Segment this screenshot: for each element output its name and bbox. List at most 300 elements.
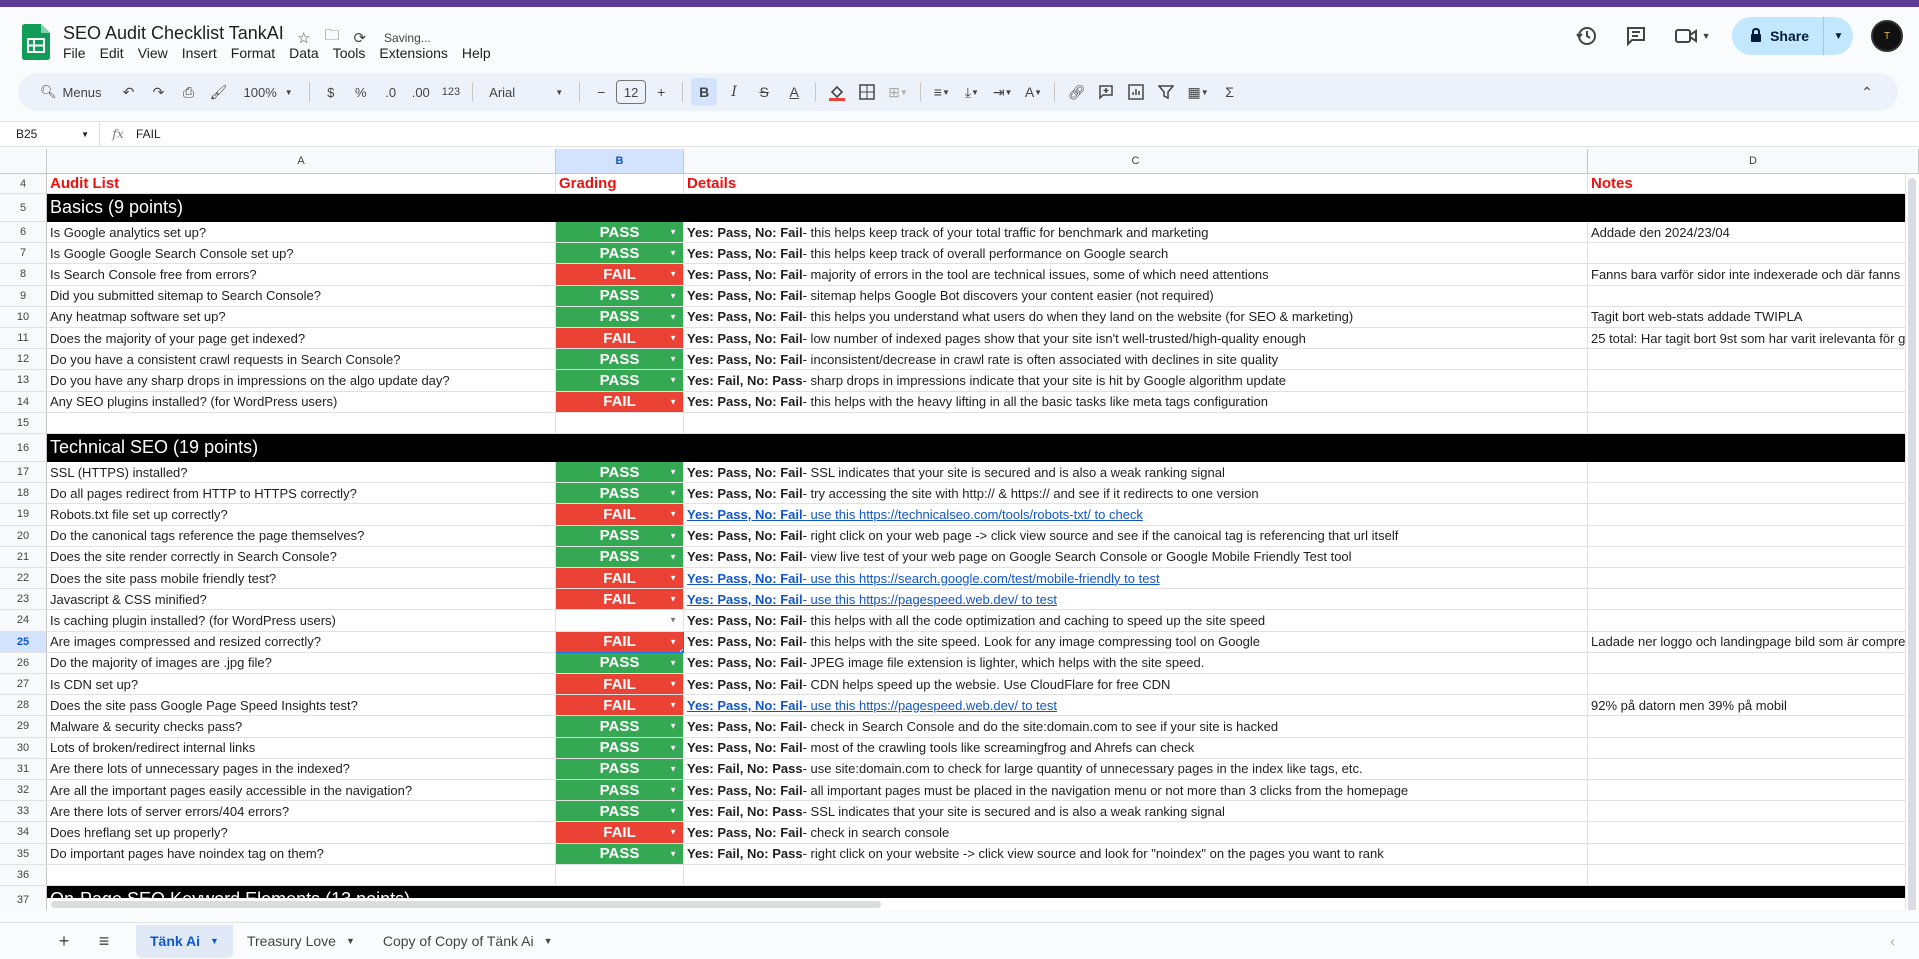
details-cell[interactable] <box>684 222 1588 243</box>
grade-dropdown-chip[interactable] <box>556 759 683 779</box>
filter-views-icon[interactable]: ▦ ▼ <box>1187 83 1209 100</box>
empty-cell[interactable] <box>556 865 684 886</box>
grade-dropdown-chip[interactable] <box>556 526 683 546</box>
font-size-input[interactable]: 12 <box>616 80 646 104</box>
grading-cell[interactable] <box>556 674 684 695</box>
dropdown-caret-icon[interactable]: ▼ <box>669 658 677 668</box>
search-menus-button[interactable] <box>30 78 112 106</box>
notes-cell[interactable] <box>1588 526 1919 547</box>
row-header[interactable]: 19 <box>0 504 47 525</box>
grade-dropdown-chip[interactable] <box>556 392 683 412</box>
document-title[interactable]: SEO Audit Checklist TankAI <box>63 23 284 43</box>
details-link-cell[interactable] <box>684 568 1588 589</box>
sheet-tab-label: Treasury Love <box>246 933 336 949</box>
grade-dropdown-chip[interactable] <box>556 504 683 524</box>
row-header[interactable]: 25 <box>0 632 47 653</box>
grade-dropdown-chip[interactable] <box>556 349 683 369</box>
empty-cell[interactable] <box>684 413 1588 434</box>
grading-cell[interactable] <box>556 653 684 674</box>
table-row <box>47 738 1919 759</box>
filter-icon[interactable] <box>1153 78 1179 106</box>
audit-item-cell[interactable]: Do you have any sharp drops in impressions on the algo update day? <box>47 370 556 391</box>
details-cell[interactable] <box>684 547 1588 568</box>
details-cell[interactable] <box>684 632 1588 653</box>
grade-dropdown-chip[interactable] <box>556 568 683 588</box>
more-formats-button[interactable]: 123 <box>441 86 461 98</box>
add-sheet-icon[interactable]: + <box>58 930 70 951</box>
row-header[interactable]: 31 <box>0 759 47 780</box>
row-header[interactable]: 5 <box>0 194 47 222</box>
row-header[interactable]: 22 <box>0 568 47 589</box>
dropdown-caret-icon[interactable]: ▼ <box>669 269 677 279</box>
menu-data[interactable]: Data <box>289 45 319 61</box>
row-header[interactable]: 33 <box>0 801 47 822</box>
audit-item-cell[interactable]: Does the site pass Google Page Speed Insights test? <box>47 695 556 716</box>
audit-item-cell[interactable]: Are all the important pages easily accessible in the navigation? <box>47 780 556 801</box>
audit-item-cell[interactable]: Do you have a consistent crawl requests in Search Console? <box>47 349 556 370</box>
toolbar-divider <box>309 82 310 102</box>
dropdown-caret-icon[interactable]: ▼ <box>669 721 677 731</box>
grading-cell[interactable] <box>556 264 684 285</box>
row-header[interactable]: 20 <box>0 526 47 547</box>
row-header[interactable]: 12 <box>0 349 47 370</box>
grading-cell[interactable] <box>556 349 684 370</box>
notes-cell[interactable] <box>1588 504 1919 525</box>
menu-format[interactable]: Format <box>230 45 276 61</box>
notes-cell[interactable] <box>1588 547 1919 568</box>
avatar[interactable]: T <box>1871 20 1903 52</box>
redo-icon[interactable]: ↷ <box>152 83 165 100</box>
grade-dropdown-chip[interactable] <box>556 589 683 609</box>
details-cell[interactable] <box>684 801 1588 822</box>
audit-item-cell[interactable]: Are there lots of server errors/404 errors? <box>47 801 556 822</box>
audit-item-cell[interactable]: Robots.txt file set up correctly? <box>47 504 556 525</box>
dropdown-caret-icon[interactable]: ▼ <box>669 679 677 689</box>
grading-cell[interactable] <box>556 483 684 504</box>
audit-item-cell[interactable]: Does hreflang set up properly? <box>47 822 556 843</box>
dropdown-caret-icon[interactable]: ▼ <box>669 764 677 774</box>
details-link-cell[interactable] <box>684 589 1588 610</box>
grading-cell[interactable] <box>556 370 684 391</box>
audit-item-cell[interactable]: Are there lots of unnecessary pages in the indexed? <box>47 759 556 780</box>
grading-cell[interactable] <box>556 695 684 716</box>
row-header[interactable]: 28 <box>0 695 47 716</box>
section-title[interactable]: Technical SEO (19 points) <box>47 434 1919 462</box>
vertical-scrollbar[interactable] <box>1905 174 1919 910</box>
text-wrapping-icon[interactable]: ⇥ ▼ <box>992 83 1013 100</box>
row-header[interactable]: 14 <box>0 392 47 413</box>
column-header-b[interactable]: B <box>556 149 684 174</box>
audit-item-cell[interactable]: Any heatmap software set up? <box>47 307 556 328</box>
all-sheets-icon[interactable]: ≡ <box>98 930 110 951</box>
column-header-c[interactable]: C <box>684 149 1588 174</box>
grade-dropdown-chip[interactable] <box>556 307 683 327</box>
decrease-font-size-icon[interactable]: − <box>597 84 606 100</box>
dropdown-caret-icon[interactable]: ▼ <box>669 637 677 647</box>
grading-cell[interactable] <box>556 286 684 307</box>
italic-button[interactable]: I <box>731 84 737 100</box>
share-button[interactable] <box>1732 17 1853 55</box>
details-cell[interactable] <box>684 286 1588 307</box>
table-row <box>47 328 1919 349</box>
dropdown-caret-icon[interactable]: ▼ <box>669 573 677 583</box>
dropdown-caret-icon[interactable]: ▼ <box>669 806 677 816</box>
audit-item-cell[interactable]: Is CDN set up? <box>47 674 556 695</box>
grading-cell[interactable] <box>556 589 684 610</box>
row-header[interactable]: 37 <box>0 886 47 910</box>
grade-dropdown-chip[interactable] <box>556 222 683 242</box>
google-sheets-logo-icon[interactable] <box>22 24 50 60</box>
dropdown-caret-icon[interactable]: ▼ <box>669 743 677 753</box>
notes-cell[interactable]: Tagit bort web-stats addade TWIPLA <box>1588 307 1919 328</box>
insert-link-icon[interactable]: 🔗︎ <box>1067 83 1086 100</box>
row-header[interactable]: 6 <box>0 222 47 243</box>
meet-video-icon[interactable] <box>1670 20 1714 52</box>
grade-dropdown-chip[interactable] <box>556 653 683 673</box>
insert-comment-icon[interactable] <box>1093 78 1119 106</box>
details-cell[interactable] <box>684 780 1588 801</box>
audit-item-cell[interactable]: Is Google analytics set up? <box>47 222 556 243</box>
strikethrough-button[interactable]: S <box>759 84 769 100</box>
grading-cell[interactable] <box>556 822 684 843</box>
notes-cell[interactable] <box>1588 653 1919 674</box>
audit-item-cell[interactable]: Malware & security checks pass? <box>47 716 556 737</box>
audit-item-cell[interactable]: Any SEO plugins installed? (for WordPress users) <box>47 392 556 413</box>
grading-cell[interactable] <box>556 738 684 759</box>
grade-dropdown-chip[interactable] <box>556 716 683 736</box>
row-header[interactable]: 18 <box>0 483 47 504</box>
grading-cell[interactable] <box>556 780 684 801</box>
grading-cell[interactable] <box>556 243 684 264</box>
details-cell[interactable] <box>684 653 1588 674</box>
dropdown-caret-icon[interactable]: ▼ <box>669 333 677 343</box>
audit-item-cell[interactable]: Did you submitted sitemap to Search Console? <box>47 286 556 307</box>
audit-item-cell[interactable]: Does the site pass mobile friendly test? <box>47 568 556 589</box>
move-folder-icon[interactable]: 🗀 <box>324 27 340 44</box>
grade-dropdown-chip[interactable] <box>556 264 683 284</box>
row-header[interactable]: 35 <box>0 844 47 865</box>
increase-decimal-button[interactable]: .00 <box>411 84 430 100</box>
borders-icon[interactable] <box>854 78 880 106</box>
percent-format-button[interactable]: % <box>354 84 367 100</box>
dropdown-caret-icon[interactable]: ▼ <box>669 354 677 364</box>
details-text: - this helps with all the code optimization and caching to speed up the site speed <box>802 612 1266 628</box>
dropdown-caret-icon[interactable]: ▼ <box>669 375 677 385</box>
audit-item-cell[interactable]: Do all pages redirect from HTTP to HTTPS correctly? <box>47 483 556 504</box>
details-cell[interactable] <box>684 328 1588 349</box>
audit-item-cell[interactable]: Does the majority of your page get indexed? <box>47 328 556 349</box>
details-cell[interactable] <box>684 759 1588 780</box>
row-header[interactable]: 9 <box>0 286 47 307</box>
grade-dropdown-chip[interactable] <box>556 243 683 263</box>
notes-cell[interactable]: Ladade ner loggo och landingpage bild som är compre <box>1588 632 1919 653</box>
select-all-corner[interactable] <box>0 149 47 174</box>
sheet-tab[interactable] <box>233 925 369 958</box>
grade-dropdown-chip[interactable] <box>556 483 683 503</box>
audit-item-cell[interactable]: Lots of broken/redirect internal links <box>47 738 556 759</box>
notes-cell[interactable] <box>1588 716 1919 737</box>
row-header[interactable]: 36 <box>0 865 47 886</box>
details-rule: Yes: Fail, No: Pass <box>687 803 803 819</box>
column-title-b[interactable]: Grading <box>556 174 684 194</box>
grading-cell[interactable] <box>556 307 684 328</box>
collapse-toolbar-icon[interactable]: ⌃ <box>1861 83 1873 100</box>
audit-item-cell[interactable]: Javascript & CSS minified? <box>47 589 556 610</box>
grade-dropdown-chip[interactable] <box>556 547 683 567</box>
dropdown-caret-icon[interactable]: ▼ <box>669 397 677 407</box>
horizontal-scroll-thumb[interactable] <box>51 901 881 908</box>
menu-file[interactable]: File <box>63 45 86 61</box>
print-icon[interactable]: ⎙ <box>182 83 195 100</box>
sheet-tab-menu-caret-icon[interactable]: ▼ <box>210 936 219 946</box>
notes-cell[interactable] <box>1588 370 1919 391</box>
row-header[interactable]: 8 <box>0 264 47 285</box>
notes-cell[interactable] <box>1588 610 1919 631</box>
dropdown-caret-icon[interactable]: ▼ <box>669 531 677 541</box>
audit-item-cell[interactable]: Do important pages have noindex tag on them? <box>47 844 556 865</box>
notes-cell[interactable] <box>1588 674 1919 695</box>
row-header[interactable]: 21 <box>0 547 47 568</box>
sheet-tab-menu-caret-icon[interactable]: ▼ <box>345 936 355 946</box>
dropdown-caret-icon[interactable]: ▼ <box>669 700 677 710</box>
grading-cell[interactable] <box>556 610 684 631</box>
dropdown-caret-icon[interactable]: ▼ <box>669 248 677 258</box>
grade-dropdown-chip[interactable] <box>556 738 683 758</box>
scroll-tabs-left-icon[interactable]: ‹ <box>1890 933 1895 949</box>
details-cell[interactable] <box>684 716 1588 737</box>
grade-dropdown-chip[interactable] <box>556 632 683 652</box>
merge-cells-icon[interactable]: ⊞ ▼ <box>888 83 908 100</box>
grading-cell[interactable] <box>556 504 684 525</box>
grade-dropdown-chip[interactable] <box>556 780 683 800</box>
grade-dropdown-chip[interactable] <box>556 844 683 864</box>
details-cell[interactable] <box>684 264 1588 285</box>
notes-cell[interactable] <box>1588 759 1919 780</box>
row-header[interactable]: 27 <box>0 674 47 695</box>
notes-cell[interactable] <box>1588 738 1919 759</box>
details-cell[interactable] <box>684 370 1588 391</box>
audit-item-cell[interactable]: Do the majority of images are .jpg file? <box>47 653 556 674</box>
audit-item-cell[interactable]: Is caching plugin installed? (for WordPress users) <box>47 610 556 631</box>
row-header[interactable]: 30 <box>0 738 47 759</box>
details-cell[interactable] <box>684 822 1588 843</box>
row-header[interactable]: 15 <box>0 413 47 434</box>
increase-font-size-icon[interactable]: + <box>657 84 666 100</box>
grade-dropdown-chip[interactable] <box>556 801 683 821</box>
dropdown-caret-icon[interactable]: ▼ <box>669 785 677 795</box>
dropdown-caret-icon[interactable]: ▼ <box>669 488 677 498</box>
notes-cell[interactable] <box>1588 844 1919 865</box>
text-color-button[interactable]: A <box>789 84 799 100</box>
vertical-scroll-thumb[interactable] <box>1908 178 1916 910</box>
version-history-icon[interactable] <box>1570 20 1602 52</box>
grading-cell[interactable] <box>556 759 684 780</box>
notes-cell[interactable] <box>1588 568 1919 589</box>
notes-cell[interactable] <box>1588 392 1919 413</box>
empty-cell[interactable] <box>684 865 1588 886</box>
currency-format-button[interactable]: $ <box>327 84 335 100</box>
row-header[interactable]: 13 <box>0 370 47 391</box>
zoom-select[interactable] <box>236 78 301 106</box>
notes-cell[interactable] <box>1588 286 1919 307</box>
details-cell[interactable] <box>684 738 1588 759</box>
grade-dropdown-chip[interactable] <box>556 286 683 306</box>
details-cell[interactable] <box>684 243 1588 264</box>
grading-cell[interactable] <box>556 328 684 349</box>
grading-cell[interactable] <box>556 844 684 865</box>
notes-cell[interactable]: 25 total: Har tagit bort 9st som har varit irelevanta för g <box>1588 328 1919 349</box>
row-header[interactable]: 26 <box>0 653 47 674</box>
details-rule: Yes: Pass, No: Fail <box>687 309 803 325</box>
font-family-select[interactable] <box>481 78 571 106</box>
horizontal-align-icon[interactable]: ≡ ▼ <box>933 84 950 100</box>
grade-dropdown-chip[interactable] <box>556 370 683 390</box>
menu-help[interactable]: Help <box>461 45 491 61</box>
dropdown-caret-icon[interactable]: ▼ <box>669 509 677 519</box>
grading-cell[interactable] <box>556 801 684 822</box>
notes-cell[interactable] <box>1588 801 1919 822</box>
undo-icon[interactable]: ↶ <box>122 83 135 100</box>
vertical-align-icon[interactable]: ⤓ ▼ <box>964 83 979 100</box>
sheet-tab-menu-caret-icon[interactable]: ▼ <box>543 936 553 946</box>
text-rotation-icon[interactable]: A ▼ <box>1024 84 1043 100</box>
menu-view[interactable]: View <box>137 45 168 61</box>
notes-cell[interactable] <box>1588 483 1919 504</box>
empty-cell[interactable] <box>1588 413 1919 434</box>
details-rule: Yes: Pass, No: Fail <box>687 330 803 346</box>
details-cell[interactable] <box>684 483 1588 504</box>
empty-cell[interactable] <box>556 413 684 434</box>
notes-cell[interactable] <box>1588 349 1919 370</box>
details-cell[interactable] <box>684 526 1588 547</box>
notes-cell[interactable]: Fanns bara varför sidor inte indexerade och där fanns <box>1588 264 1919 285</box>
decrease-decimal-button[interactable]: .0 <box>385 84 397 100</box>
column-title-d[interactable]: Notes <box>1588 174 1919 194</box>
details-cell[interactable] <box>684 349 1588 370</box>
notes-cell[interactable] <box>1588 462 1919 483</box>
audit-item-cell[interactable]: SSL (HTTPS) installed? <box>47 462 556 483</box>
details-rule: Yes: Pass, No: Fail <box>687 394 803 410</box>
star-icon[interactable]: ☆ <box>297 29 311 47</box>
sheet-tab[interactable] <box>369 925 567 958</box>
dropdown-caret-icon[interactable]: ▼ <box>669 849 677 859</box>
notes-cell[interactable] <box>1588 780 1919 801</box>
details-cell[interactable] <box>684 610 1588 631</box>
horizontal-scrollbar[interactable] <box>47 898 1905 910</box>
dropdown-caret-icon[interactable]: ▼ <box>669 291 677 301</box>
dropdown-caret-icon[interactable]: ▼ <box>669 594 677 604</box>
grade-dropdown-chip[interactable] <box>556 462 683 482</box>
empty-cell[interactable] <box>1588 865 1919 886</box>
formula-input[interactable]: FAIL <box>136 127 161 141</box>
grading-cell[interactable] <box>556 222 684 243</box>
grading-cell[interactable] <box>556 632 684 653</box>
column-title-a[interactable]: Audit List <box>47 174 556 194</box>
audit-item-cell[interactable]: Do the canonical tags reference the page themselves? <box>47 526 556 547</box>
meet-caret-icon[interactable]: ▼ <box>1701 31 1711 41</box>
grading-cell[interactable] <box>556 568 684 589</box>
notes-cell[interactable] <box>1588 589 1919 610</box>
column-header-a[interactable]: A <box>47 149 556 174</box>
details-link-cell[interactable] <box>684 695 1588 716</box>
grade-dropdown-chip[interactable] <box>556 822 683 842</box>
grade-dropdown-chip[interactable] <box>556 674 683 694</box>
dropdown-caret-icon[interactable]: ▼ <box>669 312 677 322</box>
row-header[interactable]: 32 <box>0 780 47 801</box>
notes-cell[interactable]: 92% på datorn men 39% på mobil <box>1588 695 1919 716</box>
paint-format-icon[interactable]: 🖌︎ <box>209 83 228 100</box>
row-header[interactable]: 17 <box>0 462 47 483</box>
empty-cell[interactable] <box>47 413 556 434</box>
menu-insert[interactable]: Insert <box>181 45 217 61</box>
row-header[interactable]: 29 <box>0 716 47 737</box>
grading-cell[interactable] <box>556 716 684 737</box>
row-header[interactable]: 11 <box>0 328 47 349</box>
menu-tools[interactable]: Tools <box>332 45 366 61</box>
menu-edit[interactable]: Edit <box>99 45 124 61</box>
grade-dropdown-empty[interactable] <box>556 610 683 630</box>
notes-cell[interactable] <box>1588 243 1919 264</box>
row-header[interactable]: 4 <box>0 174 47 194</box>
details-cell[interactable] <box>684 307 1588 328</box>
notes-cell[interactable]: Addade den 2024/23/04 <box>1588 222 1919 243</box>
notes-cell[interactable] <box>1588 822 1919 843</box>
bold-button[interactable]: B <box>691 78 717 106</box>
audit-item-cell[interactable]: Is Search Console free from errors? <box>47 264 556 285</box>
grade-dropdown-chip[interactable] <box>556 695 683 715</box>
details-link-cell[interactable] <box>684 504 1588 525</box>
share-options-caret-icon[interactable]: ▼ <box>1823 17 1853 55</box>
toolbar <box>18 73 1898 111</box>
grading-cell[interactable] <box>556 547 684 568</box>
dropdown-caret-icon[interactable]: ▼ <box>669 615 677 625</box>
comments-icon[interactable] <box>1620 20 1652 52</box>
dropdown-caret-icon[interactable]: ▼ <box>669 227 677 237</box>
details-cell[interactable] <box>684 462 1588 483</box>
row-header[interactable]: 16 <box>0 434 47 462</box>
insert-chart-icon[interactable] <box>1123 78 1149 106</box>
functions-icon[interactable]: Σ <box>1225 84 1234 100</box>
audit-item-cell[interactable]: Are images compressed and resized correctly? <box>47 632 556 653</box>
audit-item-cell[interactable]: Is Google Google Search Console set up? <box>47 243 556 264</box>
grade-label: FAIL <box>603 265 636 283</box>
menu-extensions[interactable]: Extensions <box>379 45 448 61</box>
row-header[interactable]: 34 <box>0 822 47 843</box>
dropdown-caret-icon[interactable]: ▼ <box>669 552 677 562</box>
grading-cell[interactable] <box>556 462 684 483</box>
row-header[interactable]: 10 <box>0 307 47 328</box>
grading-cell[interactable] <box>556 392 684 413</box>
details-cell[interactable] <box>684 844 1588 865</box>
audit-item-cell[interactable]: Does the site render correctly in Search Console? <box>47 547 556 568</box>
row-header[interactable]: 7 <box>0 243 47 264</box>
section-title[interactable]: Basics (9 points) <box>47 194 1919 222</box>
sheet-tab[interactable] <box>136 925 233 958</box>
dropdown-caret-icon[interactable]: ▼ <box>669 827 677 837</box>
grade-dropdown-chip[interactable] <box>556 328 683 348</box>
row-header[interactable]: 24 <box>0 610 47 631</box>
name-box[interactable] <box>0 122 100 146</box>
row-header[interactable]: 23 <box>0 589 47 610</box>
details-cell[interactable] <box>684 392 1588 413</box>
grading-cell[interactable] <box>556 526 684 547</box>
column-title-c[interactable]: Details <box>684 174 1588 194</box>
empty-cell[interactable] <box>47 865 556 886</box>
details-cell[interactable] <box>684 674 1588 695</box>
dropdown-caret-icon[interactable]: ▼ <box>669 467 677 477</box>
fill-color-icon[interactable] <box>824 78 850 106</box>
column-header-d[interactable]: D <box>1588 149 1919 174</box>
